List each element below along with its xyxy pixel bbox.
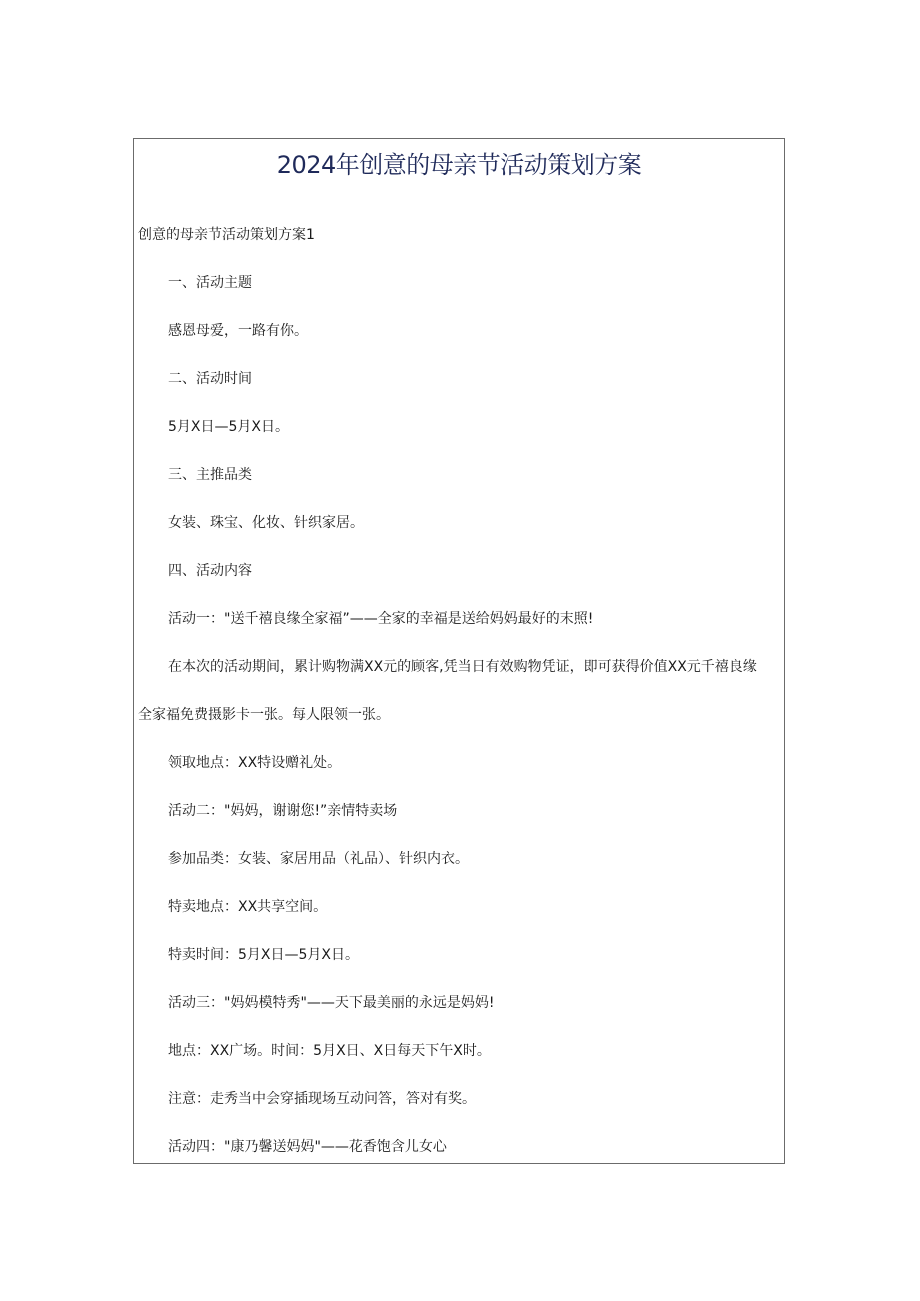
document-page [133,138,785,1164]
heading-time: 二、活动时间 [168,371,252,387]
categories-text: 女装、珠宝、化妆、针织家居。 [168,515,364,531]
activity-three-location-time: 地点：XX广场。时间：5月X日、X日每天下午X时。 [168,1043,491,1059]
heading-content: 四、活动内容 [168,563,252,579]
activity-three: 活动三："妈妈模特秀"——天下最美丽的永远是妈妈! [168,995,495,1011]
heading-theme: 一、活动主题 [168,275,252,291]
document-title: 2024年创意的母亲节活动策划方案 [276,151,642,179]
activity-four: 活动四："康乃馨送妈妈"——花香饱含儿女心 [168,1139,447,1155]
pickup-location: 领取地点：XX特设赠礼处。 [168,755,342,771]
activity-two-categories: 参加品类：女装、家居用品（礼品）、针织内衣。 [168,851,469,867]
activity-one: 活动一："送千禧良缘全家福”——全家的幸福是送给妈妈最好的末照! [168,611,594,627]
sale-time: 特卖时间：5月X日—5月X日。 [168,947,359,963]
activity-three-note: 注意：走秀当中会穿插现场互动问答，答对有奖。 [168,1091,476,1107]
time-text: 5月X日—5月X日。 [168,419,289,435]
theme-text: 感恩母爱，一路有你。 [168,323,308,339]
activity-one-desc: 在本次的活动期间，累计购物满XX元的顾客,凭当日有效购物凭证，即可获得价值XX元千禧良缘 [168,659,757,675]
heading-categories: 三、主推品类 [168,467,252,483]
sale-location: 特卖地点：XX共享空间。 [168,899,328,915]
activity-one-desc-cont: 全家福免费摄影卡一张。每人限领一张。 [138,707,390,723]
section-heading: 创意的母亲节活动策划方案1 [138,227,315,243]
activity-two: 活动二："妈妈，谢谢您!”亲情特卖场 [168,803,398,819]
